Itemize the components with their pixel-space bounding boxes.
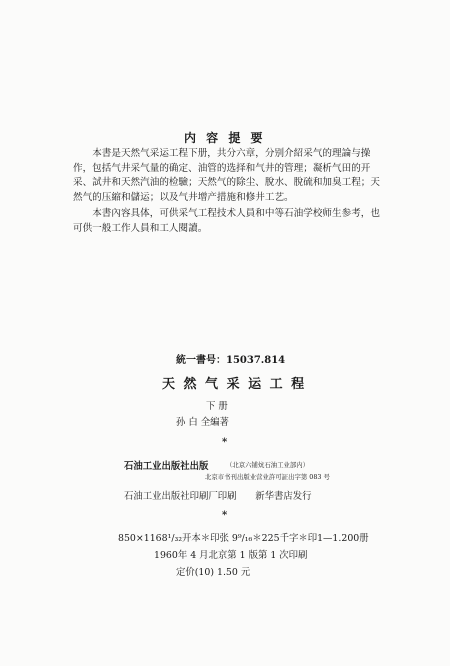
publisher: 石油工业出版社出版 (124, 461, 209, 472)
summary-heading: 内 容 提 要 (184, 131, 266, 145)
printer-and-distributor: 石油工业出版社印刷厂印刷 新华書店发行 (124, 491, 312, 502)
summary-body (73, 147, 383, 236)
summary-paragraph-2: 本書內容具体，可供采气工程技术人員和中等石油学校师生参考，也可供一般工作人員和工人閱讀。 (73, 208, 380, 234)
unified-book-number: 統一書号：15037.814 (176, 355, 286, 366)
separator-star-2: * (222, 510, 228, 521)
price: 定价(10) 1.50 元 (176, 567, 251, 578)
edition-info: 1960年 4 月北京第 1 版第 1 次印刷 (154, 550, 308, 561)
separator-star: * (222, 437, 228, 448)
summary-paragraph-1: 本書是天然气采运工程下册，共分六章，分别介紹采气的理論与操作，包括气井采气量的确定、油管的选择和气井的管理；凝析气田的开采、試井和天然汽油的检驗；天然气的除尘、脫水、脫硫和加臭工程；天然气的压縮和儲运；以及气井增产措施和修井工艺。 (73, 148, 380, 203)
format-specs: 850×1168¹/₃₂开本＊印张 9⁹/₁₆＊225千字＊印1—1.200册 (118, 533, 369, 544)
book-volume: 下 册 (206, 401, 228, 412)
publisher-address: （北京六铺炕石油工业部内） (226, 461, 310, 469)
publishing-license: 北京市书刊出版业营业許可証出字第 083 号 (205, 473, 330, 481)
book-author: 孙 白 全編著 (176, 417, 229, 428)
book-title: 天 然 气 采 运 工 程 (162, 377, 307, 392)
